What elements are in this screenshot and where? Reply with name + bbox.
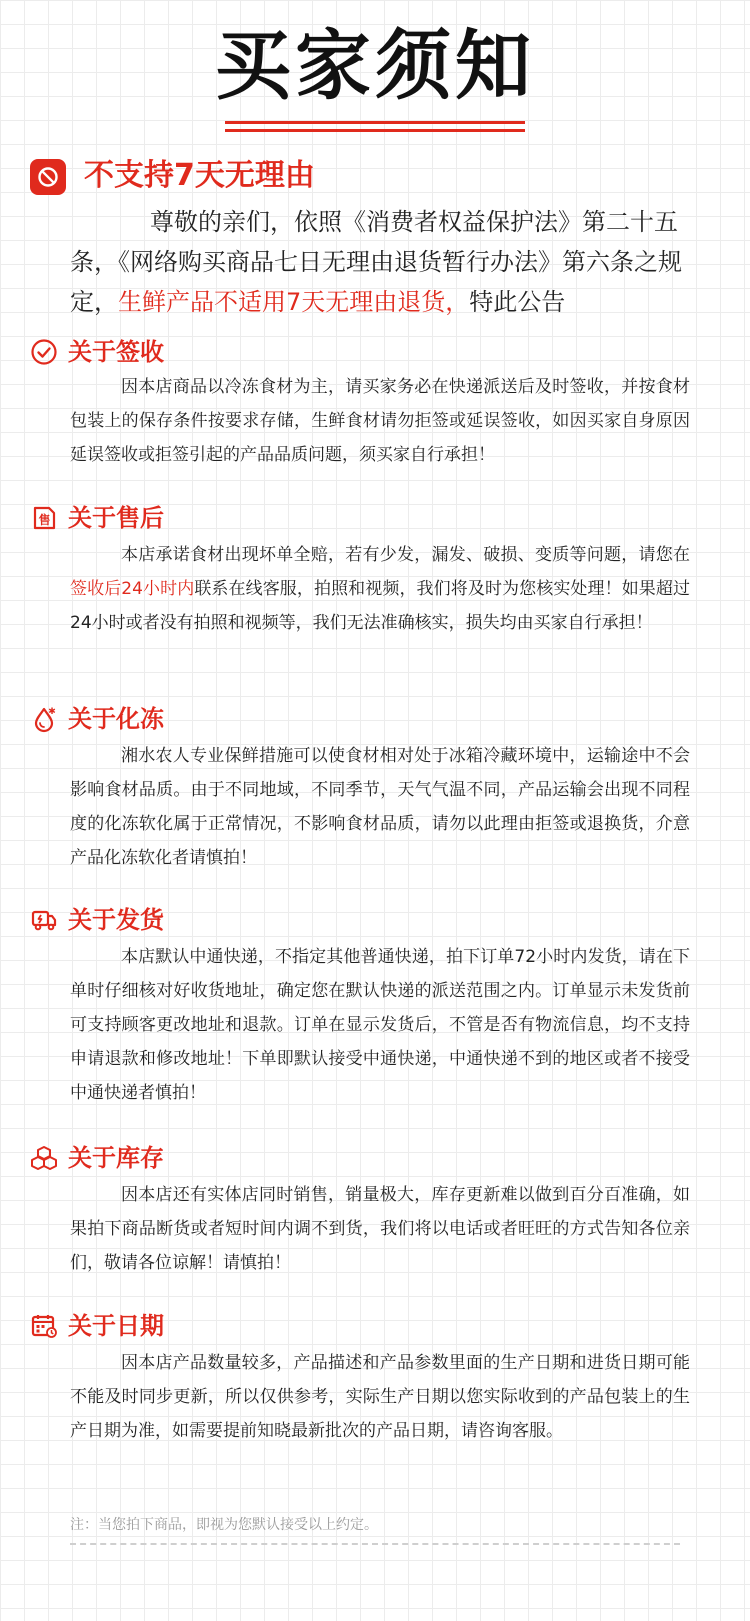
svg-text:✱: ✱ bbox=[48, 707, 56, 717]
footer-divider bbox=[70, 1543, 680, 1545]
section-title-signoff: 关于签收 bbox=[68, 338, 164, 366]
title-underline-top bbox=[225, 121, 525, 124]
intro-highlight: 生鲜产品不适用7天无理由退货， bbox=[118, 288, 470, 316]
footer-note: 注：当您拍下商品，即视为您默认接受以上约定。 bbox=[70, 1517, 378, 1533]
section-title-inventory: 关于库存 bbox=[68, 1144, 164, 1172]
section-title-aftersale: 关于售后 bbox=[68, 504, 164, 532]
aftersale-highlight: 签收后24小时内 bbox=[70, 579, 195, 599]
intro-text-part1: 尊敬的亲们，依照《消费者权益保护法》第二十五条，《网络购买商品七日无理由退货暂行办法》第六条之规定， bbox=[70, 208, 682, 316]
section-body-aftersale bbox=[70, 538, 690, 640]
section-title-date: 关于日期 bbox=[68, 1312, 164, 1340]
banner-title: 不支持7天无理由 bbox=[84, 158, 315, 193]
section-title-thaw: 关于化冻 bbox=[68, 705, 164, 733]
svg-text:售: 售 bbox=[38, 513, 51, 527]
check-circle-icon bbox=[30, 338, 58, 366]
intro-notice bbox=[70, 202, 686, 322]
intro-text-part2: 特此公告 bbox=[469, 288, 566, 316]
aftersale-text-part2: 联系在线客服，拍照和视频，我们将及时为您核实处理！如果超过24小时或者没有拍照和视频等，我们无法准确核实，损失均由买家自行承担！ bbox=[70, 579, 690, 633]
no-entry-icon bbox=[30, 159, 66, 195]
thaw-drop-icon bbox=[30, 705, 58, 733]
section-body-shipping: 本店默认中通快递，不指定其他普通快递，拍下订单72小时内发货，请在下单时仔细核对好收货地址，确定您在默认快递的派送范围之内。订单显示未发货前可支持顾客更改地址和退款。订单在显示发货后，不管是否有物流信息，均不支持申请退款和修改地址！下单即默认接受中通快递，中通快递不到的地区或者不接受中通快递者慎拍！ bbox=[70, 947, 690, 1103]
section-body-inventory: 因本店还有实体店同时销售，销量极大，库存更新难以做到百分百准确，如果拍下商品断货或者短时间内调不到货，我们将以电话或者旺旺的方式告知各位亲们，敬请各位谅解！请慎拍！ bbox=[70, 1185, 690, 1273]
inventory-boxes-icon bbox=[30, 1144, 58, 1172]
page-title: 买家须知 bbox=[215, 21, 535, 110]
after-sale-icon bbox=[30, 504, 58, 532]
section-body-signoff: 因本店商品以冷冻食材为主，请买家务必在快递派送后及时签收，并按食材包装上的保存条件按要求存储，生鲜食材请勿拒签或延误签收，如因买家自身原因延误签收或拒签引起的产品品质问题，须买家自行承担！ bbox=[70, 377, 690, 465]
delivery-truck-icon bbox=[30, 906, 58, 934]
section-body-thaw: 湘水农人专业保鲜措施可以使食材相对处于冰箱冷藏环境中，运输途中不会影响食材品质。由于不同地域，不同季节，天气气温不同，产品运输会出现不同程度的化冻软化属于正常情况，不影响食材品质，请勿以此理由拒签或退换货，介意产品化冻软化者请慎拍！ bbox=[70, 746, 690, 868]
section-title-shipping: 关于发货 bbox=[68, 906, 164, 934]
section-body-date: 因本店产品数量较多，产品描述和产品参数里面的生产日期和进货日期可能不能及时同步更新，所以仅供参考，实际生产日期以您实际收到的产品包装上的生产日期为准，如需要提前知晓最新批次的产品日期，请咨询客服。 bbox=[70, 1353, 690, 1441]
aftersale-text-part1: 本店承诺食材出现坏单全赔，若有少发，漏发、破损、变质等问题，请您在 bbox=[121, 545, 690, 565]
calendar-icon bbox=[30, 1312, 58, 1340]
title-underline-bottom bbox=[225, 129, 525, 132]
